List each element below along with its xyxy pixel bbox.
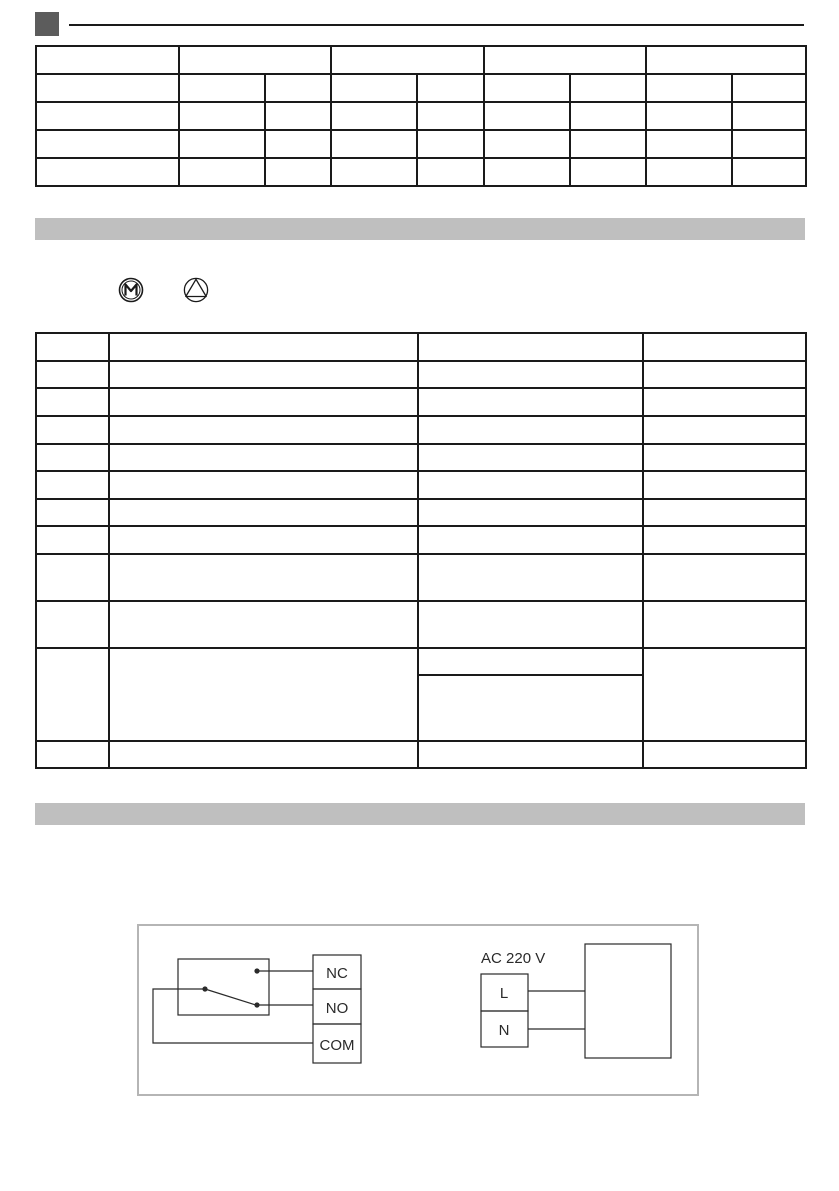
table-cell bbox=[331, 46, 484, 74]
table-cell bbox=[265, 74, 331, 102]
table-cell bbox=[570, 158, 646, 186]
table-cell bbox=[643, 499, 806, 526]
table-cell bbox=[643, 361, 806, 388]
spec-table-2 bbox=[35, 332, 807, 769]
header-rule bbox=[69, 24, 804, 26]
table-cell bbox=[418, 388, 643, 416]
power-supply-label: AC 220 V bbox=[481, 950, 546, 967]
table-cell bbox=[417, 102, 484, 130]
table-row bbox=[36, 471, 806, 499]
table-cell bbox=[36, 388, 109, 416]
table-cell bbox=[36, 471, 109, 499]
terminal-nc-label: NC bbox=[326, 965, 348, 982]
table-row bbox=[36, 601, 806, 648]
table-row bbox=[36, 333, 806, 361]
table-cell bbox=[646, 74, 732, 102]
table-cell bbox=[109, 471, 418, 499]
table-cell bbox=[417, 158, 484, 186]
table-cell bbox=[36, 499, 109, 526]
terminal-com-label: COM bbox=[319, 1037, 355, 1054]
relay-contacts bbox=[202, 968, 259, 1007]
table-row bbox=[36, 74, 806, 102]
section-header-bar bbox=[35, 218, 805, 240]
table-cell bbox=[418, 499, 643, 526]
table-cell bbox=[331, 158, 417, 186]
table-row bbox=[36, 46, 806, 74]
table-cell bbox=[109, 526, 418, 554]
table-cell bbox=[643, 471, 806, 499]
table-cell bbox=[36, 46, 179, 74]
spec-table-1 bbox=[35, 45, 807, 187]
table-cell bbox=[36, 444, 109, 471]
table-cell bbox=[643, 444, 806, 471]
table-cell bbox=[484, 130, 570, 158]
wire-com bbox=[153, 989, 313, 1043]
table-cell bbox=[484, 46, 646, 74]
table-row bbox=[36, 648, 806, 675]
table-cell bbox=[109, 361, 418, 388]
table-cell bbox=[36, 333, 109, 361]
table-row bbox=[36, 361, 806, 388]
table-cell bbox=[418, 675, 643, 741]
table-row bbox=[36, 499, 806, 526]
relay-switch-arm bbox=[205, 989, 259, 1006]
table-row bbox=[36, 741, 806, 768]
table-cell bbox=[418, 471, 643, 499]
contact-com bbox=[202, 986, 207, 991]
table-cell bbox=[36, 416, 109, 444]
table-cell bbox=[570, 74, 646, 102]
table-cell bbox=[109, 499, 418, 526]
table-cell bbox=[109, 554, 418, 601]
table-cell bbox=[418, 648, 643, 675]
table-cell bbox=[484, 158, 570, 186]
table-cell bbox=[36, 158, 179, 186]
table-cell bbox=[732, 158, 806, 186]
table-cell bbox=[418, 526, 643, 554]
table-cell bbox=[36, 102, 179, 130]
table-cell bbox=[418, 554, 643, 601]
table-cell bbox=[109, 444, 418, 471]
table-cell bbox=[484, 102, 570, 130]
table-cell bbox=[732, 74, 806, 102]
table-cell bbox=[36, 130, 179, 158]
table-cell bbox=[331, 130, 417, 158]
table-cell bbox=[36, 741, 109, 768]
table-cell bbox=[418, 333, 643, 361]
table-cell bbox=[265, 130, 331, 158]
table-cell bbox=[109, 741, 418, 768]
section-header-bar bbox=[35, 803, 805, 825]
table-cell bbox=[109, 601, 418, 648]
table-row bbox=[36, 526, 806, 554]
table-cell bbox=[643, 554, 806, 601]
table-cell bbox=[643, 333, 806, 361]
table-row bbox=[36, 554, 806, 601]
contact-no bbox=[254, 1002, 259, 1007]
table-cell bbox=[646, 46, 806, 74]
table-cell bbox=[643, 388, 806, 416]
table-cell bbox=[109, 648, 418, 741]
table-row bbox=[36, 158, 806, 186]
terminal-no-label: NO bbox=[325, 1000, 349, 1017]
load-device-box bbox=[585, 944, 671, 1058]
table-row bbox=[36, 444, 806, 471]
table-row bbox=[36, 130, 806, 158]
table-cell bbox=[265, 158, 331, 186]
table-cell bbox=[109, 388, 418, 416]
table-cell bbox=[179, 74, 265, 102]
table-cell bbox=[643, 601, 806, 648]
table-cell bbox=[417, 130, 484, 158]
table-cell bbox=[418, 361, 643, 388]
table-cell bbox=[643, 741, 806, 768]
header-marker-square bbox=[35, 12, 59, 36]
pump-circle-triangle-icon bbox=[183, 277, 209, 303]
table-cell bbox=[732, 102, 806, 130]
table-cell bbox=[36, 526, 109, 554]
table-cell bbox=[646, 130, 732, 158]
table-cell bbox=[643, 526, 806, 554]
table-cell bbox=[570, 102, 646, 130]
table-cell bbox=[36, 74, 179, 102]
table-row bbox=[36, 388, 806, 416]
table-cell bbox=[418, 416, 643, 444]
table-cell bbox=[36, 554, 109, 601]
table-cell bbox=[643, 648, 806, 741]
table-cell bbox=[36, 648, 109, 741]
terminal-n-label: N bbox=[498, 1022, 510, 1039]
wiring-diagram bbox=[137, 924, 699, 1096]
table-cell bbox=[418, 444, 643, 471]
table-cell bbox=[484, 74, 570, 102]
table-cell bbox=[643, 416, 806, 444]
motor-circle-m-icon bbox=[118, 277, 144, 303]
table-cell bbox=[418, 601, 643, 648]
table-cell bbox=[109, 333, 418, 361]
table-cell bbox=[36, 601, 109, 648]
table-cell bbox=[36, 361, 109, 388]
table-cell bbox=[179, 130, 265, 158]
table-cell bbox=[179, 102, 265, 130]
table-cell bbox=[732, 130, 806, 158]
table-row bbox=[36, 416, 806, 444]
table-cell bbox=[179, 46, 331, 74]
table-cell bbox=[179, 158, 265, 186]
table-cell bbox=[109, 416, 418, 444]
contact-nc bbox=[254, 968, 259, 973]
table-cell bbox=[418, 741, 643, 768]
table-cell bbox=[646, 158, 732, 186]
table-cell bbox=[331, 74, 417, 102]
table-cell bbox=[570, 130, 646, 158]
table-row bbox=[36, 102, 806, 130]
terminal-l-label: L bbox=[499, 985, 509, 1002]
table-cell bbox=[265, 102, 331, 130]
table-cell bbox=[646, 102, 732, 130]
table-cell bbox=[417, 74, 484, 102]
table-cell bbox=[331, 102, 417, 130]
